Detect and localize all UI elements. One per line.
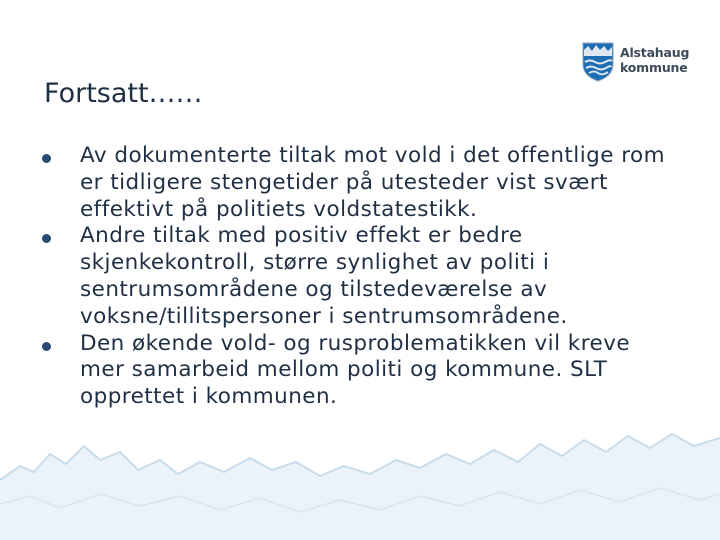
bullet-text: Andre tiltak med positiv effekt er bedre skjenkekontroll, større synlighet av politi i sentrumsområdene og tilstedeværelse av voksne/tillitspersoner i sentrumsområdene. xyxy=(80,223,568,329)
logo-line-2: kommune xyxy=(620,60,688,75)
bullet-item xyxy=(40,223,670,330)
alstahaug-kommune-logo xyxy=(582,40,692,82)
bullet-text: Den økende vold- og rusproblematikken vil kreve mer samarbeid mellom politi og kommune. SLT opprettet i kommunen. xyxy=(80,330,631,410)
bullet-text: Av dokumenterte tiltak mot vold i det offentlige rom er tidligere stengetider på utesteder vist svært effektivt på politiets voldstatestikk. xyxy=(80,143,666,222)
bullet-dot-icon xyxy=(42,154,51,163)
bullet-dot-icon xyxy=(42,342,51,351)
bullet-dot-icon xyxy=(42,234,51,243)
logo-line-1: Alstahaug xyxy=(620,45,690,60)
municipal-shield-icon xyxy=(582,42,614,82)
mountain-background-art xyxy=(0,400,720,540)
bullet-item xyxy=(40,143,670,223)
bullet-list xyxy=(40,143,670,411)
slide-title: Fortsatt…… xyxy=(44,78,203,109)
bullet-item xyxy=(40,331,670,411)
logo-wordmark xyxy=(620,45,689,75)
